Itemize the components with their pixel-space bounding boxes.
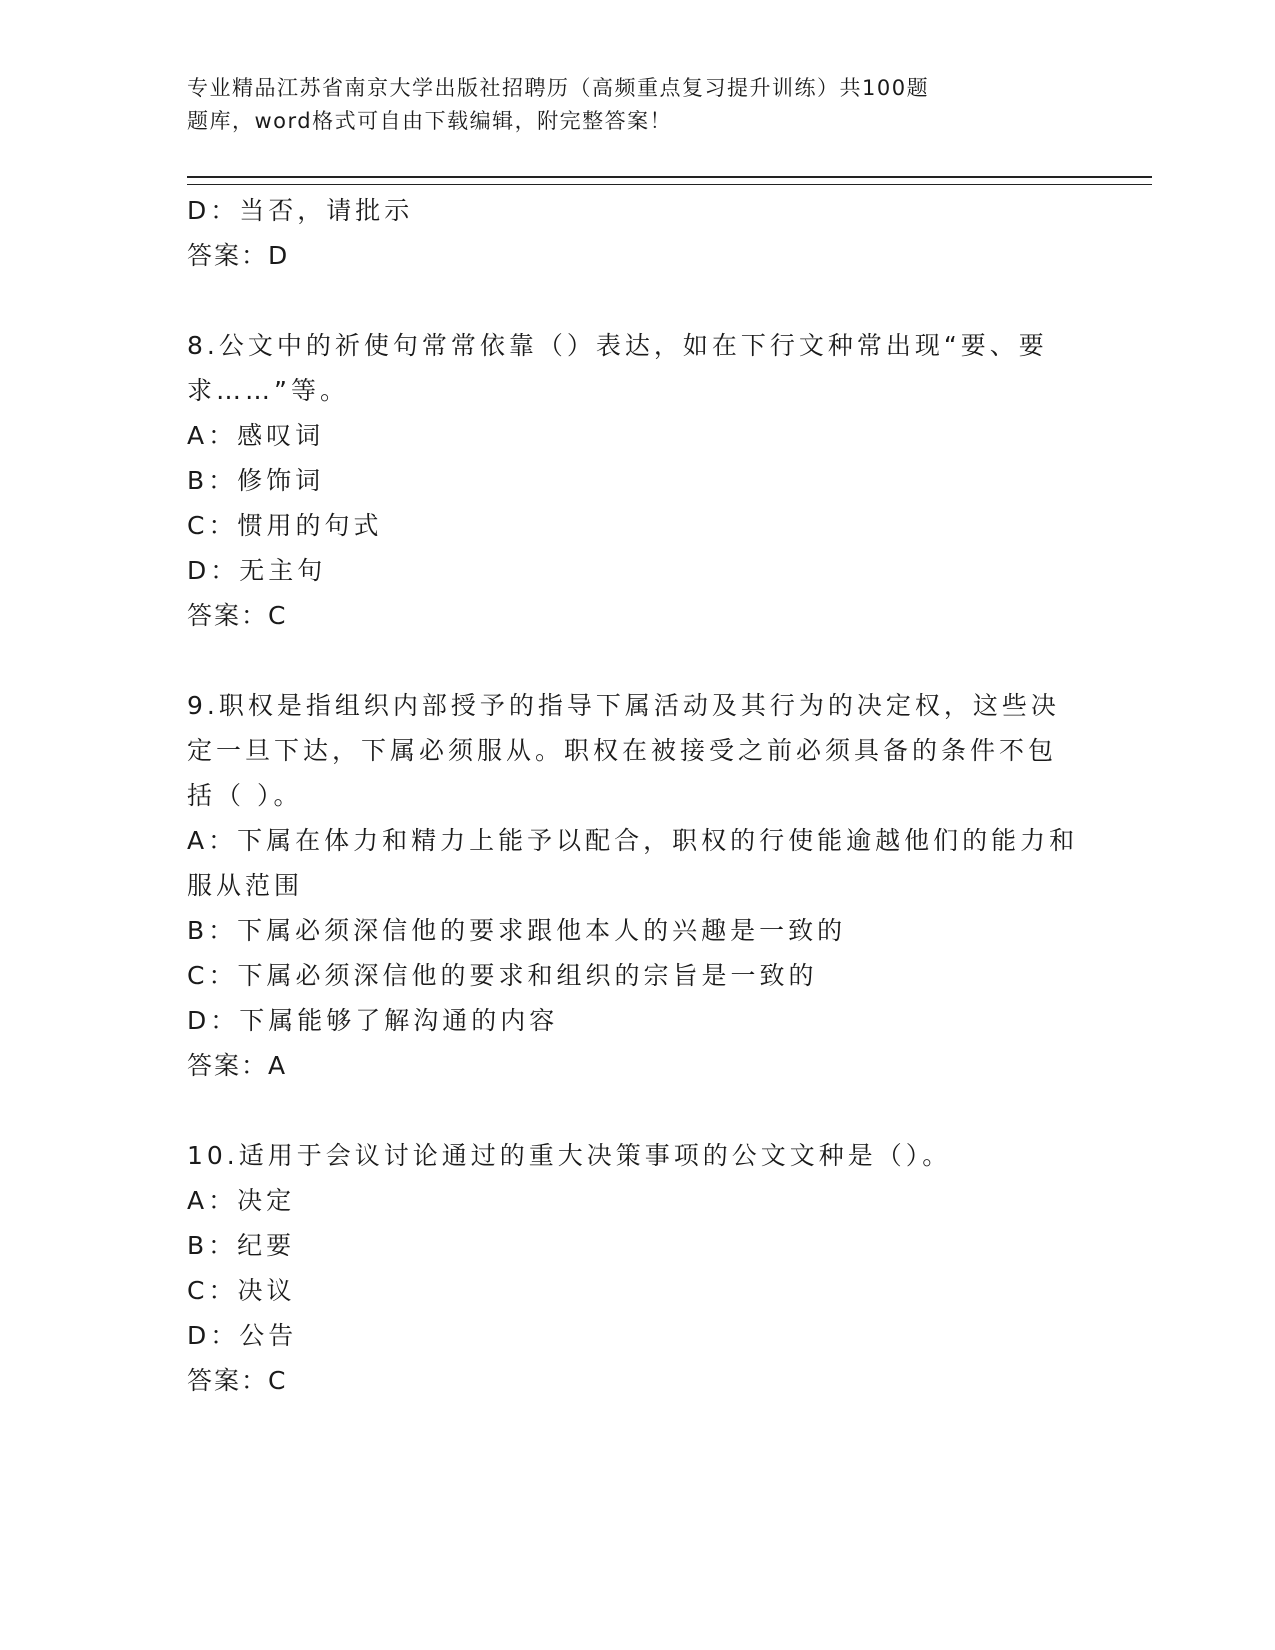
option-a: A：感叹词 (187, 421, 325, 450)
answer: 答案：C (187, 601, 288, 630)
option-c: C：下属必须深信他的要求和组织的宗旨是一致的 (187, 961, 818, 990)
question-text-line-1: 9.职权是指组织内部授予的指导下属活动及其行为的决定权，这些决 (187, 691, 1060, 720)
question-9 (187, 683, 1087, 1088)
question-10 (187, 1133, 1087, 1403)
question-text-line-1: 8.公文中的祈使句常常依靠（）表达，如在下行文种常出现“要、要 (187, 331, 1048, 360)
document-body (187, 188, 1087, 1448)
option-d: D：当否，请批示 (187, 196, 414, 225)
option-c: C：惯用的句式 (187, 511, 383, 540)
question-7-continued (187, 188, 1087, 278)
question-text-line-1: 10.适用于会议讨论通过的重大决策事项的公文文种是（）。 (187, 1141, 952, 1170)
header-divider (187, 176, 1152, 185)
option-b: B：纪要 (187, 1231, 296, 1260)
question-text-line-3: 括（ ）。 (187, 781, 303, 810)
option-d: D：下属能够了解沟通的内容 (187, 1006, 559, 1035)
option-d: D：无主句 (187, 556, 327, 585)
question-text-line-2: 求……”等。 (187, 376, 349, 405)
question-text-line-2: 定一旦下达，下属必须服从。职权在被接受之前必须具备的条件不包 (187, 736, 1058, 765)
header-line-1: 专业精品江苏省南京大学出版社招聘历（高频重点复习提升训练）共100题 (187, 76, 930, 100)
option-c: C：决议 (187, 1276, 296, 1305)
option-d: D：公告 (187, 1321, 298, 1350)
answer: 答案：A (187, 1051, 288, 1080)
answer: 答案：C (187, 1366, 288, 1395)
answer: 答案：D (187, 241, 290, 270)
option-b: B：下属必须深信他的要求跟他本人的兴趣是一致的 (187, 916, 847, 945)
option-b: B：修饰词 (187, 466, 325, 495)
question-8 (187, 323, 1087, 638)
header-line-2: 题库，word格式可自由下载编辑，附完整答案！ (187, 109, 673, 133)
option-a-line-2: 服从范围 (187, 871, 304, 900)
document-header (187, 72, 1027, 138)
option-a: A：决定 (187, 1186, 296, 1215)
option-a-line-1: A：下属在体力和精力上能予以配合，职权的行使能逾越他们的能力和 (187, 826, 1079, 855)
